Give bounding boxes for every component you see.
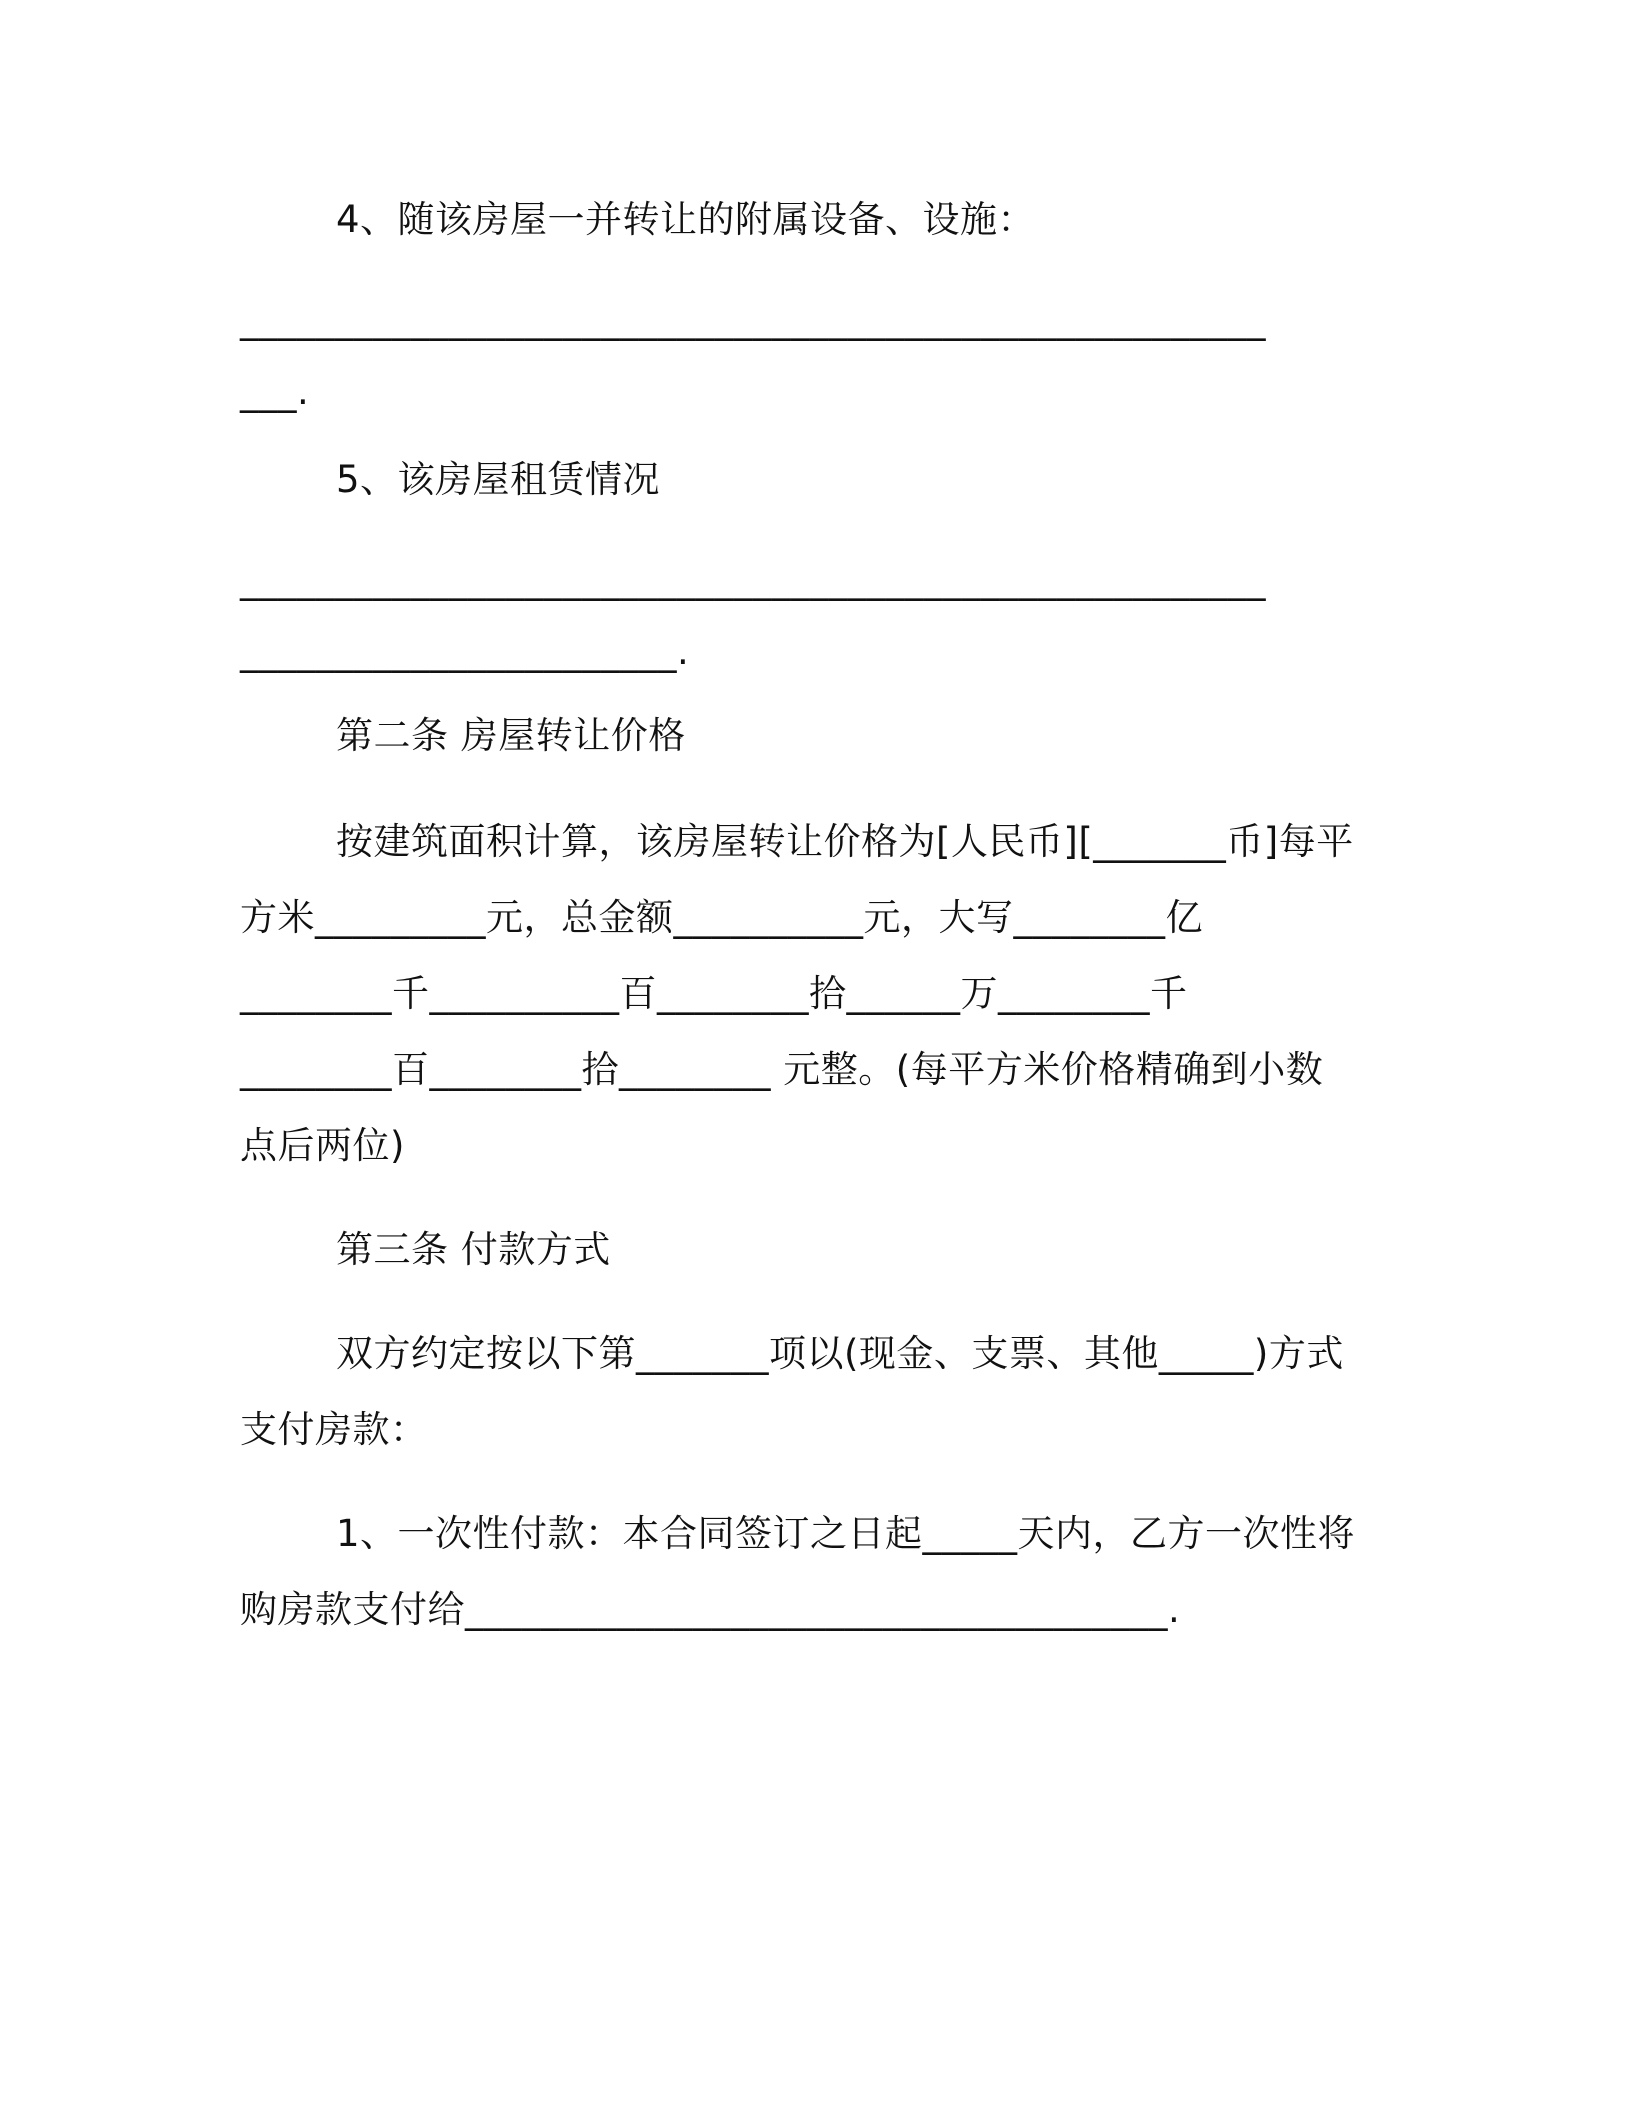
payment-item-1-line-2: 购房款支付给_____________________________________. <box>240 1588 1181 1631</box>
blank-line: ______________________________________________________ <box>240 298 1266 341</box>
price-paragraph-line-1: 按建筑面积计算，该房屋转让价格为[人民币][_______币]每平 <box>336 820 1354 863</box>
blank-line-end: _______________________. <box>240 630 690 673</box>
blank-line-end: ___. <box>240 370 310 413</box>
clause-item-5: 5、该房屋租赁情况 <box>336 458 661 501</box>
article-2-heading: 第二条 房屋转让价格 <box>336 714 686 757</box>
blank-line: ______________________________________________________ <box>240 558 1266 601</box>
clause-item-4: 4、随该房屋一并转让的附属设备、设施： <box>336 198 1036 241</box>
price-paragraph-line-5: 点后两位) <box>240 1124 405 1167</box>
payment-item-1-line-1: 1、一次性付款：本合同签订之日起_____天内，乙方一次性将 <box>336 1512 1356 1555</box>
payment-paragraph-line-2: 支付房款： <box>240 1408 428 1451</box>
payment-paragraph-line-1: 双方约定按以下第_______项以(现金、支票、其他_____)方式 <box>336 1332 1344 1375</box>
article-3-heading: 第三条 付款方式 <box>336 1228 611 1271</box>
price-paragraph-line-3: ________千__________百________拾______万________千 <box>240 972 1188 1015</box>
price-paragraph-line-4: ________百________拾________ 元整。(每平方米价格精确到小数 <box>240 1048 1324 1091</box>
price-paragraph-line-2: 方米_________元，总金额__________元，大写________亿 <box>240 896 1203 939</box>
